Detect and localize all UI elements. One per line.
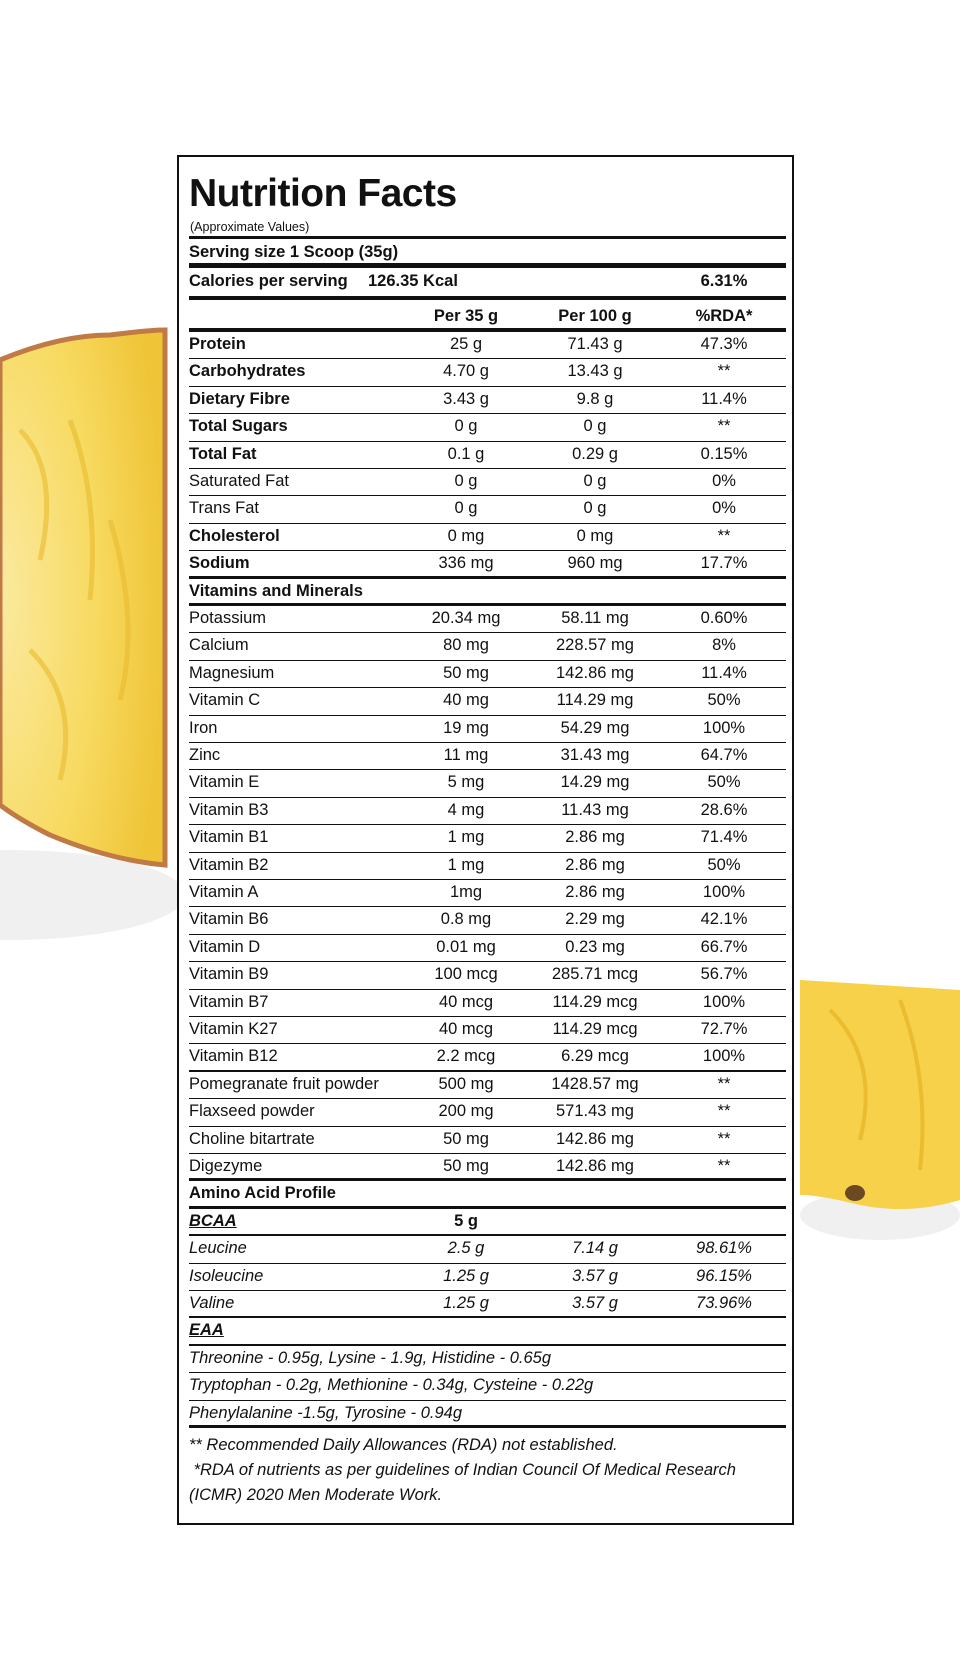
rda-value: 100% bbox=[702, 1047, 746, 1066]
per100-value: 6.29 mcg bbox=[561, 1047, 629, 1066]
nutrient-name: Zinc bbox=[189, 746, 221, 764]
rda-value: 50% bbox=[707, 855, 741, 874]
per35-value: 25 g bbox=[449, 335, 483, 353]
vitamins-heading-row bbox=[189, 579, 786, 606]
per100-value: 54.29 mg bbox=[560, 718, 630, 737]
vitamin-row bbox=[189, 935, 786, 962]
rda-value: ** bbox=[717, 417, 731, 436]
rda-value: 71.4% bbox=[700, 828, 748, 847]
vitamins-heading: Vitamins and Minerals bbox=[189, 581, 363, 600]
rda-value: 100% bbox=[702, 992, 746, 1011]
per100-value: 142.86 mg bbox=[556, 1129, 634, 1148]
per100-value: 31.43 mg bbox=[560, 746, 630, 764]
per100-value: 7.14 g bbox=[572, 1239, 618, 1258]
per100-value: 960 mg bbox=[567, 554, 623, 573]
nutrient-name: Protein bbox=[189, 335, 246, 353]
nutrient-name: Flaxseed powder bbox=[189, 1102, 315, 1121]
per35-value: 50 mg bbox=[443, 1157, 489, 1175]
nutrient-name: Vitamin D bbox=[189, 937, 261, 956]
per35-value: 1mg bbox=[449, 883, 483, 901]
serving-size: Serving size 1 Scoop (35g) bbox=[189, 243, 399, 261]
per35-value: 2.2 mcg bbox=[436, 1047, 496, 1066]
rda-value: 11.4% bbox=[701, 663, 747, 682]
bcaa-label: BCAA bbox=[189, 1211, 237, 1230]
nutrient-row bbox=[189, 332, 786, 359]
vitamin-row bbox=[189, 606, 786, 633]
extra-row bbox=[189, 1127, 786, 1154]
eaa-line: Threonine - 0.95g, Lysine - 1.9g, Histidine - 0.65g bbox=[189, 1348, 551, 1367]
eaa-line: Phenylalanine -1.5g, Tyrosine - 0.94g bbox=[189, 1403, 463, 1422]
per35-value: 80 mg bbox=[443, 636, 489, 655]
per35-value: 100 mcg bbox=[434, 965, 498, 984]
column-header-per100: Per 100 g bbox=[558, 307, 632, 325]
nutrient-row bbox=[189, 414, 786, 441]
nutrient-name: Vitamin A bbox=[189, 883, 259, 901]
rda-value: 11.4% bbox=[701, 389, 747, 408]
pineapple-slice-left-image bbox=[0, 0, 200, 1680]
per35-value: 40 mg bbox=[443, 691, 489, 710]
vitamin-row bbox=[189, 688, 786, 715]
rda-value: 0.15% bbox=[700, 444, 748, 463]
per35-value: 4 mg bbox=[447, 800, 485, 819]
nutrient-name: Carbohydrates bbox=[189, 362, 306, 381]
vitamin-row bbox=[189, 880, 786, 907]
footnotes bbox=[189, 1433, 786, 1508]
eaa-line-row bbox=[189, 1373, 786, 1400]
vitamin-row bbox=[189, 1017, 786, 1044]
nutrition-facts-label bbox=[177, 155, 794, 1525]
per100-value: 1428.57 mg bbox=[551, 1074, 639, 1093]
nutrient-row bbox=[189, 524, 786, 551]
per35-value: 0 g bbox=[454, 417, 478, 436]
rda-value: ** bbox=[717, 1157, 731, 1175]
per35-value: 0 mg bbox=[447, 526, 485, 545]
per35-value: 0 g bbox=[454, 499, 478, 518]
per100-value: 58.11 mg bbox=[561, 609, 629, 627]
rda-value: 0.60% bbox=[700, 609, 748, 627]
nutrient-name: Choline bitartrate bbox=[189, 1129, 315, 1148]
nutrient-name: Total Fat bbox=[189, 444, 257, 463]
rda-value: 66.7% bbox=[700, 937, 748, 956]
nutrient-name: Vitamin B6 bbox=[189, 910, 269, 929]
nutrient-name: Cholesterol bbox=[189, 526, 280, 545]
per35-value: 0.8 mg bbox=[440, 910, 492, 929]
per35-value: 2.5 g bbox=[447, 1239, 485, 1258]
rda-value: 47.3% bbox=[700, 335, 748, 353]
rda-value: 72.7% bbox=[700, 1020, 748, 1038]
nutrient-name: Vitamin B2 bbox=[189, 855, 269, 874]
rda-value: 42.1% bbox=[700, 910, 748, 929]
eaa-label: EAA bbox=[189, 1321, 224, 1340]
rda-value: 100% bbox=[702, 883, 746, 901]
vitamin-row bbox=[189, 990, 786, 1017]
serving-size-row bbox=[189, 239, 786, 268]
calories-value: 126.35 Kcal bbox=[368, 272, 458, 290]
nutrient-name: Isoleucine bbox=[189, 1266, 264, 1285]
rda-value: 0% bbox=[712, 499, 736, 518]
per100-value: 71.43 g bbox=[567, 335, 623, 353]
nutrient-name: Vitamin B7 bbox=[189, 992, 269, 1011]
bcaa-item-row bbox=[189, 1264, 786, 1291]
column-header-rda: %RDA* bbox=[695, 307, 753, 325]
nutrient-name: Vitamin B1 bbox=[189, 828, 269, 847]
rda-value: 73.96% bbox=[696, 1294, 752, 1312]
per100-value: 142.86 mg bbox=[556, 663, 634, 682]
extra-row bbox=[189, 1099, 786, 1126]
vitamin-row bbox=[189, 633, 786, 660]
vitamin-row bbox=[189, 798, 786, 825]
label-subtitle: (Approximate Values) bbox=[190, 220, 310, 234]
per35-value: 50 mg bbox=[443, 1129, 489, 1148]
per100-value: 114.29 mcg bbox=[552, 1020, 638, 1038]
calories-row bbox=[189, 268, 786, 300]
per35-value: 1 mg bbox=[447, 828, 485, 847]
rda-value: 0% bbox=[712, 472, 736, 490]
per100-value: 3.57 g bbox=[572, 1266, 618, 1285]
per100-value: 228.57 mg bbox=[556, 636, 634, 655]
nutrient-name: Sodium bbox=[189, 554, 250, 573]
rda-value: ** bbox=[717, 1074, 731, 1093]
vitamin-row bbox=[189, 1044, 786, 1071]
per100-value: 9.8 g bbox=[576, 389, 614, 408]
per100-value: 11.43 mg bbox=[561, 800, 629, 819]
nutrient-row bbox=[189, 469, 786, 496]
per100-value: 2.29 mg bbox=[565, 910, 625, 929]
per35-value: 11 mg bbox=[443, 746, 489, 764]
nutrient-row bbox=[189, 496, 786, 523]
bcaa-row bbox=[189, 1209, 786, 1236]
nutrient-name: Vitamin B12 bbox=[189, 1047, 278, 1066]
nutrient-name: Valine bbox=[189, 1294, 235, 1312]
per35-value: 1 mg bbox=[447, 855, 485, 874]
rda-value: 64.7% bbox=[700, 746, 748, 764]
extra-row bbox=[189, 1154, 786, 1181]
amino-heading-row bbox=[189, 1181, 786, 1208]
column-header-per35: Per 35 g bbox=[433, 307, 499, 325]
per35-value: 40 mcg bbox=[438, 1020, 494, 1038]
bcaa-value: 5 g bbox=[454, 1211, 478, 1230]
per35-value: 50 mg bbox=[443, 663, 489, 682]
per100-value: 114.29 mg bbox=[556, 691, 634, 710]
per35-value: 4.70 g bbox=[443, 362, 489, 381]
nutrient-name: Vitamin C bbox=[189, 691, 261, 710]
per100-value: 114.29 mcg bbox=[552, 992, 638, 1011]
per100-value: 0 g bbox=[583, 417, 607, 436]
per35-value: 5 mg bbox=[447, 773, 485, 792]
per35-value: 40 mcg bbox=[438, 992, 494, 1011]
rda-value: ** bbox=[717, 362, 731, 381]
per35-value: 200 mg bbox=[438, 1102, 494, 1121]
per100-value: 0.29 g bbox=[572, 444, 618, 463]
vitamin-row bbox=[189, 853, 786, 880]
eaa-line-row bbox=[189, 1346, 786, 1373]
per100-value: 2.86 mg bbox=[565, 855, 625, 874]
per100-value: 0 g bbox=[583, 472, 607, 490]
nutrient-name: Vitamin E bbox=[189, 773, 260, 792]
per35-value: 0 g bbox=[454, 472, 478, 490]
rda-value: 17.7% bbox=[700, 554, 748, 573]
nutrient-name: Potassium bbox=[189, 609, 267, 627]
rda-value: ** bbox=[717, 1129, 731, 1148]
nutrient-name: Vitamin K27 bbox=[189, 1020, 278, 1038]
nutrient-row bbox=[189, 442, 786, 469]
rda-value: ** bbox=[717, 526, 731, 545]
per100-value: 142.86 mg bbox=[556, 1157, 634, 1175]
per100-value: 13.43 g bbox=[567, 362, 623, 381]
vitamin-row bbox=[189, 716, 786, 743]
nutrient-name: Magnesium bbox=[189, 663, 275, 682]
per100-value: 0.23 mg bbox=[565, 937, 625, 956]
rda-value: 96.15% bbox=[696, 1266, 752, 1285]
nutrient-name: Calcium bbox=[189, 636, 249, 655]
nutrient-name: Pomegranate fruit powder bbox=[189, 1074, 379, 1093]
calories-label: Calories per serving bbox=[189, 272, 348, 290]
vitamin-row bbox=[189, 962, 786, 989]
nutrient-row bbox=[189, 359, 786, 386]
per35-value: 19 mg bbox=[443, 718, 489, 737]
pineapple-chunk-right-image bbox=[800, 0, 960, 1680]
per100-value: 0 g bbox=[583, 499, 607, 518]
nutrient-row bbox=[189, 387, 786, 414]
per35-value: 3.43 g bbox=[443, 389, 489, 408]
rda-value: 100% bbox=[702, 718, 746, 737]
vitamin-row bbox=[189, 661, 786, 688]
vitamin-row bbox=[189, 743, 786, 770]
per35-value: 0.1 g bbox=[447, 444, 485, 463]
rda-value: 50% bbox=[707, 691, 741, 710]
rda-value: 8% bbox=[712, 636, 736, 655]
footnote-line: ** Recommended Daily Allowances (RDA) not established. bbox=[189, 1436, 618, 1454]
amino-heading: Amino Acid Profile bbox=[189, 1184, 336, 1203]
nutrient-name: Dietary Fibre bbox=[189, 389, 290, 408]
per100-value: 285.71 mcg bbox=[551, 965, 639, 984]
nutrient-name: Trans Fat bbox=[189, 499, 259, 518]
rda-value: 28.6% bbox=[700, 800, 748, 819]
column-header-row bbox=[189, 300, 786, 332]
per35-value: 1.25 g bbox=[443, 1294, 489, 1312]
bcaa-item-row bbox=[189, 1236, 786, 1263]
per35-value: 1.25 g bbox=[443, 1266, 489, 1285]
nutrient-row bbox=[189, 551, 786, 578]
eaa-row bbox=[189, 1318, 786, 1345]
nutrient-name: Digezyme bbox=[189, 1157, 263, 1175]
nutrient-name: Leucine bbox=[189, 1239, 247, 1258]
footnote-line: *RDA of nutrients as per guidelines of Indian Council Of Medical Research bbox=[189, 1461, 736, 1479]
rda-value: 56.7% bbox=[700, 965, 748, 984]
vitamin-row bbox=[189, 770, 786, 797]
eaa-line-row bbox=[189, 1401, 786, 1428]
per35-value: 20.34 mg bbox=[431, 609, 501, 627]
per100-value: 3.57 g bbox=[572, 1294, 618, 1312]
per35-value: 336 mg bbox=[438, 554, 494, 573]
per100-value: 0 mg bbox=[576, 526, 614, 545]
per35-value: 0.01 mg bbox=[436, 937, 496, 956]
nutrient-name: Vitamin B3 bbox=[189, 800, 269, 819]
rda-value: 98.61% bbox=[696, 1239, 752, 1258]
extra-row bbox=[189, 1072, 786, 1099]
vitamin-row bbox=[189, 825, 786, 852]
rda-value: 50% bbox=[707, 773, 741, 792]
nutrient-name: Total Sugars bbox=[189, 417, 288, 436]
per100-value: 571.43 mg bbox=[556, 1102, 634, 1121]
eaa-line: Tryptophan - 0.2g, Methionine - 0.34g, Cysteine - 0.22g bbox=[189, 1376, 594, 1395]
per100-value: 2.86 mg bbox=[565, 828, 625, 847]
nutrient-name: Saturated Fat bbox=[189, 472, 289, 490]
label-title: Nutrition Facts bbox=[189, 172, 457, 215]
calories-rda: 6.31% bbox=[700, 272, 748, 290]
rda-value: ** bbox=[717, 1102, 731, 1121]
per35-value: 500 mg bbox=[438, 1074, 494, 1093]
bcaa-item-row bbox=[189, 1291, 786, 1318]
per100-value: 2.86 mg bbox=[565, 883, 625, 901]
vitamin-row bbox=[189, 907, 786, 934]
nutrient-name: Iron bbox=[189, 718, 218, 737]
per100-value: 14.29 mg bbox=[560, 773, 630, 792]
footnote-line: (ICMR) 2020 Men Moderate Work. bbox=[189, 1486, 443, 1504]
nutrient-name: Vitamin B9 bbox=[189, 965, 269, 984]
